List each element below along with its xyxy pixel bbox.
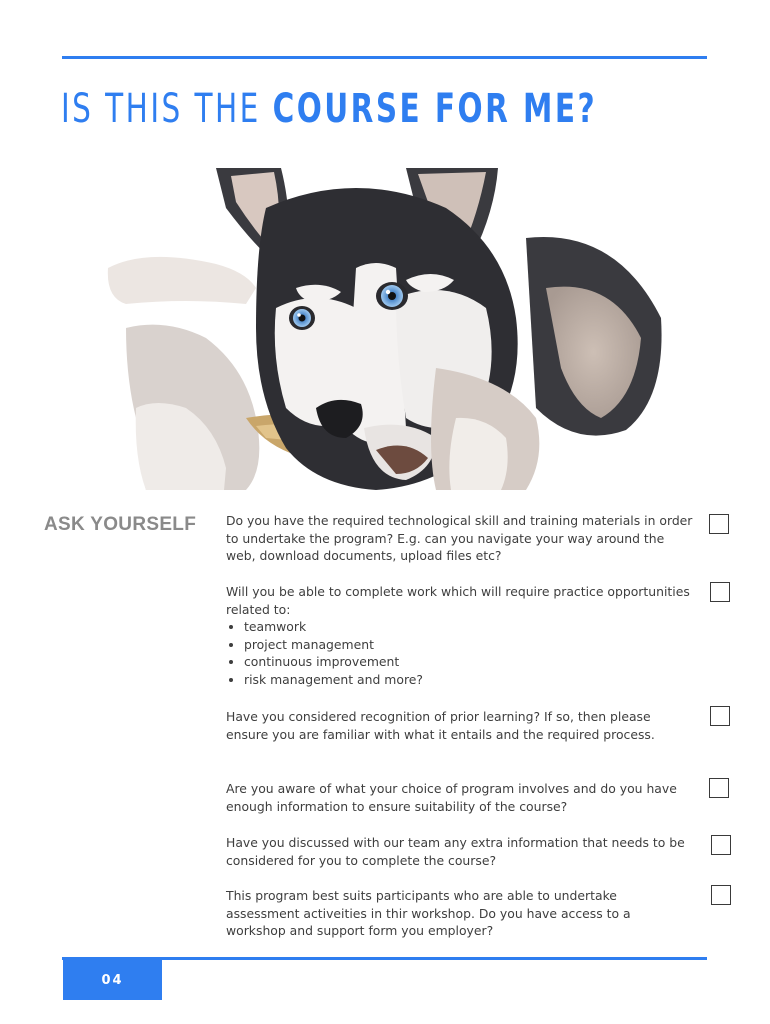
question-5: Have you discussed with our team any extra information that needs to be considered for you to complete the course? (226, 835, 685, 868)
question-6: This program best suits participants who are able to undertake assessment activeities in thir workshop. Do you have access to a workshop and support form you employer? (226, 888, 631, 938)
question-1-checkbox[interactable] (709, 514, 729, 534)
page-title (61, 86, 597, 132)
question-5-checkbox[interactable] (711, 835, 731, 855)
bullet-item: • risk management and more? (244, 671, 694, 689)
question-4-checkbox[interactable] (709, 778, 729, 798)
question-2-text: Will you be able to complete work which will require practice opportunities related to: (226, 584, 690, 617)
question-2-checkbox[interactable] (710, 582, 730, 602)
ask-yourself-label: ASK YOURSELF (44, 514, 197, 535)
question-4: Are you aware of what your choice of program involves and do you have enough information to ensure suitability of the course? (226, 781, 677, 814)
question-3-checkbox[interactable] (710, 706, 730, 726)
question-3: Have you considered recognition of prior learning? If so, then please ensure you are familiar with what it entails and the required process. (226, 709, 655, 742)
bullet-item: • teamwork (244, 618, 694, 636)
page-number-box (63, 960, 162, 1000)
husky-puppy-photo (106, 168, 666, 492)
title-bold: COURSE FOR ME? (272, 86, 598, 132)
title-light: IS THIS THE (61, 86, 261, 132)
bullet-item: • project management (244, 636, 694, 654)
question-2 (226, 583, 694, 688)
question-2-bullet-list (226, 618, 694, 688)
top-divider (62, 56, 707, 59)
question-6-checkbox[interactable] (711, 885, 731, 905)
bullet-item: • continuous improvement (244, 653, 694, 671)
question-1: Do you have the required technological skill and training materials in order to undertake the program? E.g. can you navigate your way around the web, download documents, upload files etc? (226, 513, 693, 563)
page-number: 04 (101, 972, 124, 988)
